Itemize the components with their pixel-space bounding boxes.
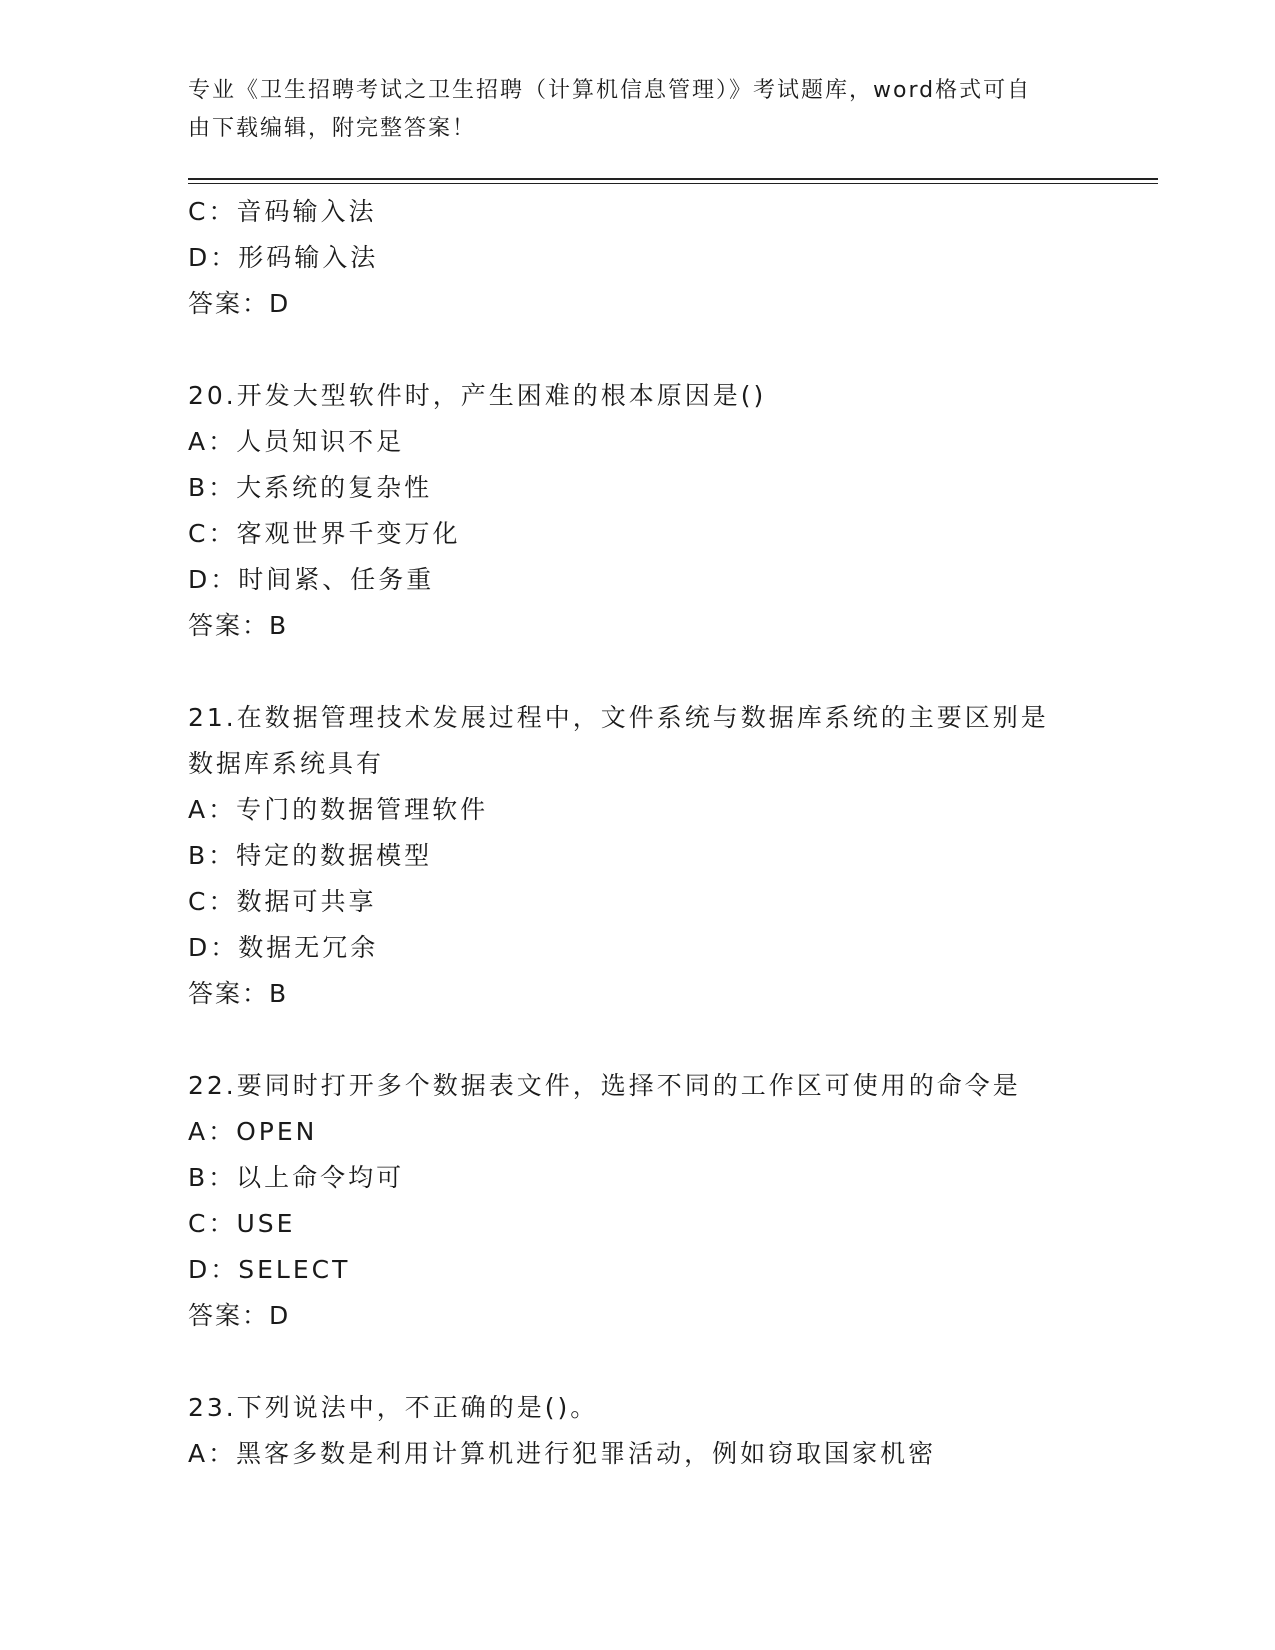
option-c: C：USE xyxy=(188,1209,296,1238)
question-stem: 20.开发大型软件时，产生困难的根本原因是() xyxy=(188,381,767,410)
answer-line: 答案：D xyxy=(188,1301,291,1330)
option-d: D：时间紧、任务重 xyxy=(188,565,435,594)
spacer xyxy=(188,1339,1148,1385)
spacer xyxy=(188,649,1148,695)
option-a: A：专门的数据管理软件 xyxy=(188,795,489,824)
document-body xyxy=(188,189,1148,1477)
option-b: B：大系统的复杂性 xyxy=(188,473,433,502)
document-header xyxy=(188,72,1088,148)
option-c: C：数据可共享 xyxy=(188,887,377,916)
question-block-23 xyxy=(188,1385,1148,1477)
question-stem-continued: 数据库系统具有 xyxy=(188,749,385,778)
answer-line: 答案：B xyxy=(188,979,289,1008)
question-block-21 xyxy=(188,695,1148,1017)
option-c: C：音码输入法 xyxy=(188,197,377,226)
option-c: C：客观世界千变万化 xyxy=(188,519,461,548)
spacer xyxy=(188,1017,1148,1063)
header-divider-thick xyxy=(188,178,1158,180)
header-line-2: 由下载编辑，附完整答案！ xyxy=(188,116,477,141)
option-d: D：SELECT xyxy=(188,1255,351,1284)
question-stem: 23.下列说法中，不正确的是()。 xyxy=(188,1393,599,1422)
answer-line: 答案：B xyxy=(188,611,289,640)
option-b: B：特定的数据模型 xyxy=(188,841,433,870)
spacer xyxy=(188,327,1148,373)
option-b: B：以上命令均可 xyxy=(188,1163,405,1192)
question-block-20 xyxy=(188,373,1148,649)
question-block-19 xyxy=(188,189,1148,327)
option-a: A：OPEN xyxy=(188,1117,318,1146)
option-d: D：数据无冗余 xyxy=(188,933,379,962)
option-a: A：黑客多数是利用计算机进行犯罪活动，例如窃取国家机密 xyxy=(188,1439,937,1468)
question-stem: 22.要同时打开多个数据表文件，选择不同的工作区可使用的命令是 xyxy=(188,1071,1021,1100)
header-line-1: 专业《卫生招聘考试之卫生招聘（计算机信息管理）》考试题库，word格式可自 xyxy=(188,78,1032,103)
option-a: A：人员知识不足 xyxy=(188,427,405,456)
answer-line: 答案：D xyxy=(188,289,291,318)
question-stem: 21.在数据管理技术发展过程中，文件系统与数据库系统的主要区别是 xyxy=(188,703,1049,732)
header-divider-thin xyxy=(188,183,1158,184)
question-block-22 xyxy=(188,1063,1148,1339)
option-d: D：形码输入法 xyxy=(188,243,379,272)
